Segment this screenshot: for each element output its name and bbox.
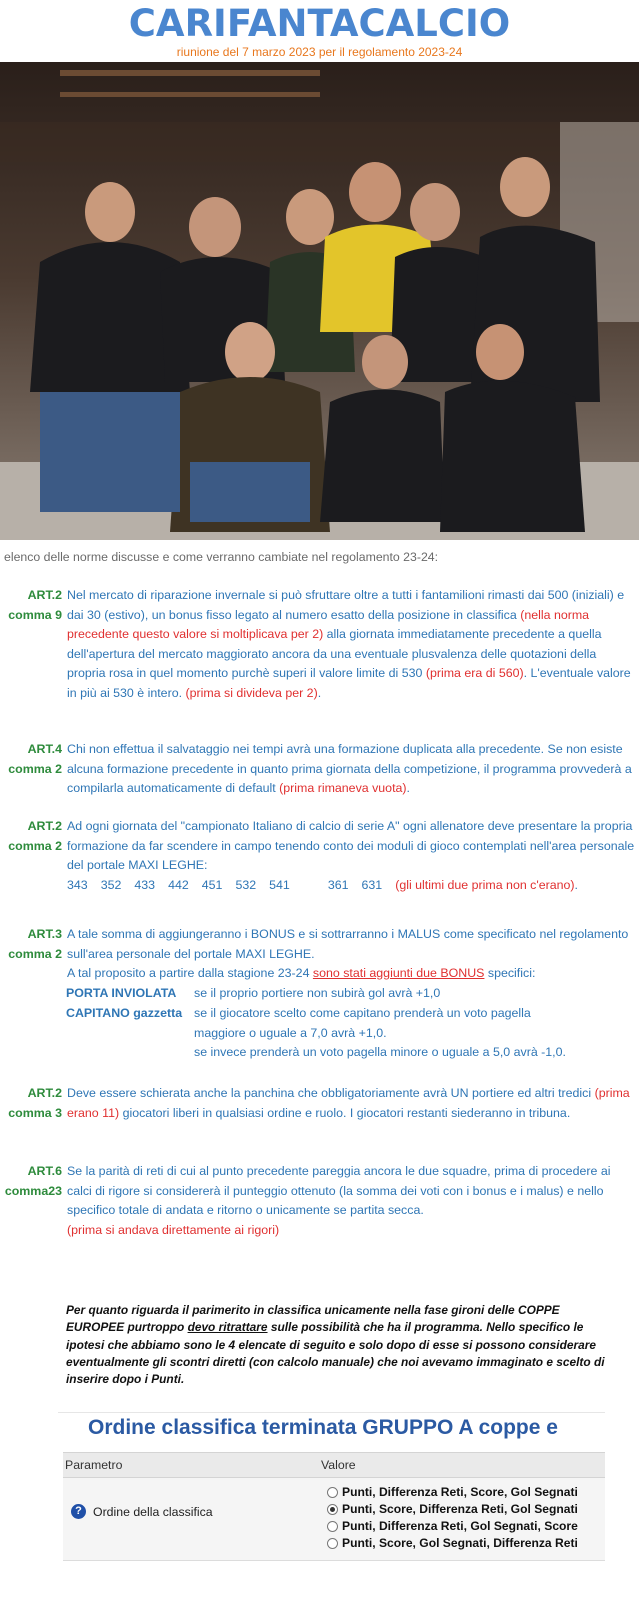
ranking-option[interactable]: Punti, Differenza Reti, Gol Segnati, Score xyxy=(327,1518,578,1535)
radio-button-selected[interactable] xyxy=(327,1504,338,1515)
ranking-option[interactable]: Punti, Score, Differenza Reti, Gol Segnati xyxy=(327,1501,578,1518)
ranking-order-radio-group xyxy=(327,1484,578,1552)
article-number: ART.2 xyxy=(27,819,62,833)
article-text: A tale somma di aggiungeranno i BONUS e si sottrarranno i MALUS come specificato nel regolamento sull'area personale del portale MAXI LEGHE. A tal proposito a partire dalla stagione 23-24 sono stati aggiunti due BONUS specifici: xyxy=(67,927,629,980)
article-text: Chi non effettua il salvataggio nei tempi avrà una formazione duplicata alla precedente. Se non esiste alcuna formazione precedente in quanto prima giornata della competizione, il programma provvederà a compilarla automaticamente di default (prima rimaneva vuota). xyxy=(67,742,632,795)
radio-button[interactable] xyxy=(327,1538,338,1549)
page-subtitle: riunione del 7 marzo 2023 per il regolamento 2023-24 xyxy=(176,45,463,59)
bonus-name: CAPITANO gazzetta xyxy=(66,1006,183,1020)
ranking-option[interactable]: Punti, Score, Gol Segnati, Differenza Reti xyxy=(327,1535,578,1552)
article-text: Se la parità di reti di cui al punto precedente pareggia ancora le due squadre, prima di procedere ai calci di rigore si considererà il punteggio ottenuto (la somma dei voti con i bonus e i malus) e nello specifico totale di andata e ritorno o unicamente se partita secca. (prima si andava direttamente ai rigori) xyxy=(67,1164,611,1237)
article-text: Nel mercato di riparazione invernale si può sfruttare oltre a tutti i fantamilioni rimasti dai 500 (iniziali) e dai 30 (estivo), un bonus fisso legato al numero esatto della posizione in classifica (nella norma precedente questo valore si moltiplicava per 2) alla giornata immediatamente precedente a quella dell'apertura del mercato maggiorato ancora da una eventuale plusvalenza delle quotazioni della propria rosa in quel momento purchè superi il valore limite di 530 (prima era di 560). L'eventuale valore in più ai 530 è intero. (prima si divideva per 2). xyxy=(67,588,631,700)
modules-list: 343 352 433 442 451 532 541 361 631 xyxy=(67,877,383,892)
coppe-europee-note: Per quanto riguarda il parimerito in classifica unicamente nella fase gironi delle COPPE EUROPEE purtroppo devo ritrattare sulle possibilità che ha il programma. Nello specifico le ipotesi che abbiamo sono le 4 elencate di seguito e solo dopo di esse si possono considerare eventualmente gli scontri diretti (con calcolo manuale) che noi avevamo immaginato e scelto di inserire dopo i Punti. xyxy=(66,1303,605,1387)
page-header xyxy=(0,0,639,62)
article-number: ART.6 xyxy=(27,1164,62,1178)
group-photo-image xyxy=(0,62,639,540)
radio-button[interactable] xyxy=(327,1487,338,1498)
table-row xyxy=(63,1478,605,1561)
article-comma: comma 2 xyxy=(8,838,62,853)
article-comma: comma 3 xyxy=(8,1105,62,1120)
intro-text: elenco delle norme discusse e come verranno cambiate nel regolamento 23-24: xyxy=(4,550,439,564)
bonus-text: se il giocatore scelto come capitano prenderà un voto pagella maggiore o uguale a 7,0 avrà +1,0. se invece prenderà un voto pagella minore o uguale a 5,0 avrà -1,0. xyxy=(194,1006,566,1059)
radio-button[interactable] xyxy=(327,1521,338,1532)
article-comma: comma 9 xyxy=(8,607,62,622)
column-header-valore: Valore xyxy=(321,1458,356,1472)
ranking-order-panel xyxy=(58,1412,605,1564)
panel-title: Ordine classifica terminata GRUPPO A coppe e xyxy=(88,1416,558,1439)
article-number: ART.2 xyxy=(27,588,62,602)
table-header xyxy=(63,1452,605,1478)
row-label: Ordine della classifica xyxy=(93,1505,213,1519)
article-comma: comma 2 xyxy=(8,761,62,776)
article-number: ART.3 xyxy=(27,927,62,941)
article-number: ART.4 xyxy=(27,742,62,756)
group-photo xyxy=(0,62,639,540)
column-header-parametro: Parametro xyxy=(65,1458,123,1472)
bonus-text: se il proprio portiere non subirà gol avrà +1,0 xyxy=(194,986,441,1000)
article-comma: comma23 xyxy=(4,1183,62,1198)
ranking-option[interactable]: Punti, Differenza Reti, Score, Gol Segnati xyxy=(327,1484,578,1501)
page-title: CARIFANTACALCIO xyxy=(128,2,511,45)
article-number: ART.2 xyxy=(27,1086,62,1100)
article-text: Ad ogni giornata del "campionato Italiano di calcio di serie A" ogni allenatore deve presentare la propria formazione da far scendere in campo tenendo conto dei moduli di gioco contemplati nell'area personale del portale MAXI LEGHE: 343 352 433 442 451 532 541 361 631 (gli ultimi due prima non c'erano). xyxy=(67,819,635,892)
bonus-name: PORTA INVIOLATA xyxy=(66,986,177,1000)
article-comma: comma 2 xyxy=(8,946,62,961)
article-text: Deve essere schierata anche la panchina che obbligatoriamente avrà UN portiere ed altri tredici (prima erano 11) giocatori liberi in qualsiasi ordine e ruolo. I giocatori restanti siederanno in tribuna. xyxy=(67,1086,630,1120)
help-icon[interactable]: ? xyxy=(71,1504,86,1519)
